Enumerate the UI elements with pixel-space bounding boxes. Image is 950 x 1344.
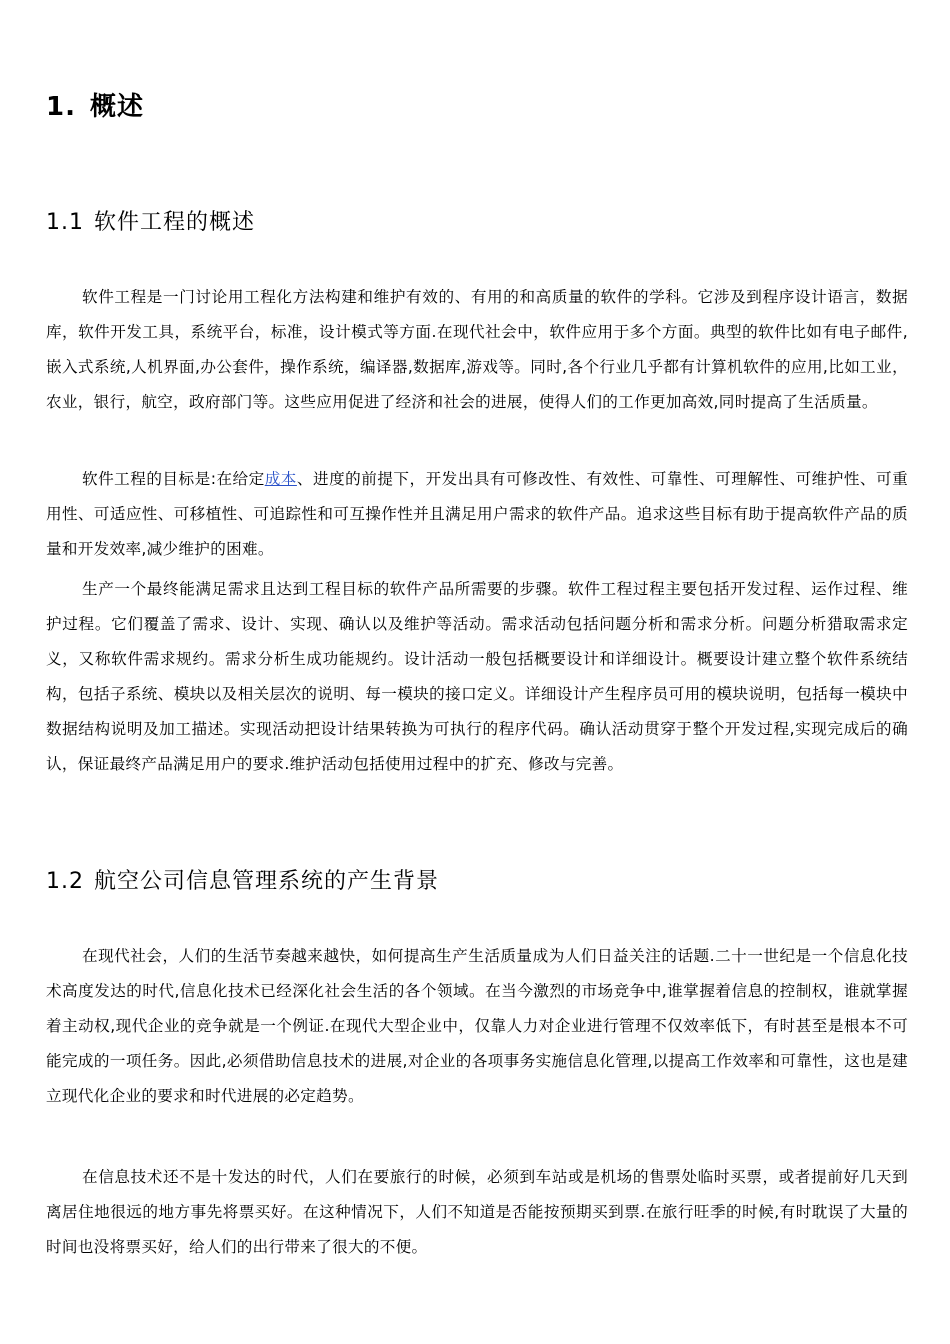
paragraph-1-2-b: 在信息技术还不是十发达的时代，人们在要旅行的时候，必须到车站或是机场的售票处临时买票，或者提前好几天到离居住地很远的地方事先将票买好。在这种情况下，人们不知道是否能按预期买到票.在旅行旺季的时候,有时耽误了大量的时间也没将票买好，给人们的出行带来了很大的不便。: [46, 1168, 908, 1256]
paragraph-text: 软件工程的目标是:在给定: [82, 470, 265, 488]
paragraph-1-1-b: [46, 462, 908, 567]
chapter-number: 1.: [46, 92, 76, 122]
section-title: 软件工程的概述: [94, 210, 256, 235]
paragraph-text: 、进度的前提下，开发出具有可修改性、有效性、可靠性、可理解性、可维护性、可重用性、可适应性、可移植性、可追踪性和可互操作性并且满足用户需求的软件产品。追求这些目标有助于提高软件产品的质量和开发效率,减少维护的困难。: [46, 470, 908, 558]
chapter-title: 概述: [89, 92, 144, 122]
section-number: 1.1: [46, 210, 84, 235]
section-title: 航空公司信息管理系统的产生背景: [94, 869, 440, 894]
section-heading-1-1: [46, 205, 255, 236]
chapter-heading: [46, 86, 144, 123]
section-number: 1.2: [46, 869, 84, 894]
cost-link[interactable]: 成本: [264, 470, 297, 488]
paragraph-1-2-a: 在现代社会，人们的生活节奏越来越快，如何提高生产生活质量成为人们日益关注的话题.二十一世纪是一个信息化技术高度发达的时代,信息化技术已经深化社会生活的各个领域。在当今激烈的市场竞争中,谁掌握着信息的控制权，谁就掌握着主动权,现代企业的竞争就是一个例证.在现代大型企业中，仅靠人力对企业进行管理不仅效率低下，有时甚至是根本不可能完成的一项任务。因此,必须借助信息技术的进展,对企业的各项事务实施信息化管理,以提高工作效率和可靠性，这也是建立现代化企业的要求和时代进展的必定趋势。: [46, 947, 908, 1105]
paragraph-1-1-c: 生产一个最终能满足需求且达到工程目标的软件产品所需要的步骤。软件工程过程主要包括开发过程、运作过程、维护过程。它们覆盖了需求、设计、实现、确认以及维护等活动。需求活动包括问题分析和需求分析。问题分析猎取需求定义，又称软件需求规约。需求分析生成功能规约。设计活动一般包括概要设计和详细设计。概要设计建立整个软件系统结构，包括子系统、模块以及相关层次的说明、每一模块的接口定义。详细设计产生程序员可用的模块说明，包括每一模块中数据结构说明及加工描述。实现活动把设计结果转换为可执行的程序代码。确认活动贯穿于整个开发过程,实现完成后的确认，保证最终产品满足用户的要求.维护活动包括使用过程中的扩充、修改与完善。: [46, 580, 908, 773]
section-heading-1-2: [46, 864, 439, 895]
paragraph-1-1-a: 软件工程是一门讨论用工程化方法构建和维护有效的、有用的和高质量的软件的学科。它涉及到程序设计语言，数据库，软件开发工具，系统平台，标准，设计模式等方面.在现代社会中，软件应用于多个方面。典型的软件比如有电子邮件,嵌入式系统,人机界面,办公套件，操作系统，编译器,数据库,游戏等。同时,各个行业几乎都有计算机软件的应用,比如工业，农业，银行，航空，政府部门等。这些应用促进了经济和社会的进展，使得人们的工作更加高效,同时提高了生活质量。: [46, 288, 908, 411]
